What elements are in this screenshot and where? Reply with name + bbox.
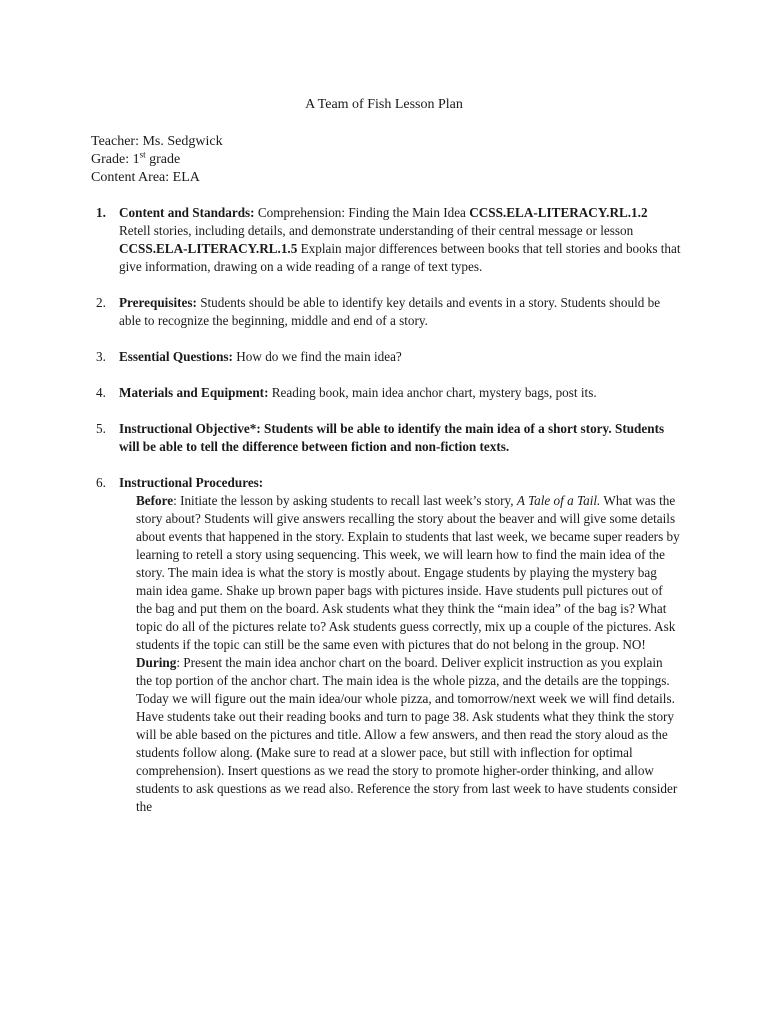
during-text: Make sure to read at a slower pace, but still with inflection for optimal comprehension). Insert questions as we read the story to promote higher-order thinking, and allow students to ask questions as we read also. Reference the story from last week to have students consider the [136,745,678,814]
before-label: Before [136,493,174,508]
before-text: : Initiate the lesson by asking students to recall last week’s story, [173,493,517,508]
grade-label: Grade: [91,152,133,167]
section-heading: Instructional Objective*: [119,421,261,436]
document-title: A Team of Fish Lesson Plan [305,97,463,112]
during-paren: ( [256,745,261,760]
section-text: Students should be able to identify key details and events in a story. Students should be able to recognize the beginning, middle and end of a story. [119,295,661,328]
section-text: Students will be able to identify the main idea of a short story. Students will be able to tell the difference between fiction and non-fiction texts. [119,421,665,454]
during-text: : Present the main idea anchor chart on the board. Deliver explicit instruction as you explain the top portion of the anchor chart. The main idea is the whole pizza, and the details are the toppings. Today we will figure out the main idea/our whole pizza, and tomorrow/next week we will find details. Have students take out their reading books and turn to page 38. Ask students what they think the story will be able based on the pictures and title. Allow a few answers, and then read the story aloud as the students follow along. [136,655,675,760]
standard-code: CCSS.ELA-LITERACY.RL.1.2 [469,205,648,220]
section-heading: Instructional Procedures: [119,475,264,490]
section-number: 6. [96,475,106,490]
section-text: Reading book, main idea anchor chart, mystery bags, post its. [268,385,597,400]
section-number: 2. [96,295,106,310]
section-number: 3. [96,349,106,364]
procedures-body [119,492,681,816]
section-number: 5. [96,421,106,436]
section-number: 1. [96,205,106,220]
section-number: 4. [96,385,106,400]
lesson-sections [91,204,681,834]
teacher-name: Ms. Sedgwick [142,134,223,149]
grade-number: 1 [132,152,140,167]
section-essential-questions [91,348,681,366]
section-text: How do we find the main idea? [232,349,402,364]
content-area-label: Content Area: [91,170,173,185]
section-procedures [91,474,681,816]
content-area-line [91,169,223,187]
section-heading: Prerequisites: [119,295,197,310]
section-text: Comprehension: Finding the Main Idea [254,205,470,220]
section-objective [91,420,681,456]
section-text: Retell stories, including details, and demonstrate understanding of their central message or lesson [119,223,634,238]
section-heading: Materials and Equipment: [119,385,269,400]
teacher-line [91,133,223,151]
section-prerequisites [91,294,681,330]
section-text: Explain major differences between books that tell stories and books that give information, drawing on a wide reading of a range of text types. [119,241,681,274]
section-content-standards [91,204,681,276]
section-heading: Content and Standards: [119,205,255,220]
lesson-meta [91,133,223,187]
grade-line [91,151,223,169]
teacher-label: Teacher: [91,134,143,149]
section-heading: Essential Questions: [119,349,233,364]
grade-superscript: st [139,149,146,160]
standard-code: CCSS.ELA-LITERACY.RL.1.5 [119,241,298,256]
section-materials [91,384,681,402]
grade-suffix: grade [145,152,181,167]
before-text: What was the story about? Students will give answers recalling the story about the beaver and will give some details about events that happened in the story. Explain to students that last week, we became super readers by learning to retell a story using sequencing. This week, we will learn how to find the main idea of the story. The main idea is what the story is mostly about. Engage students by playing the mystery bag main idea game. Shake up brown paper bags with pictures inside. Have students pull pictures out of the bag and put them on the board. Ask students what they think the “main idea” of the bag is? What topic do all of the pictures relate to? Ask students guess correctly, mix up a couple of the pictures. Ask students if the topic can still be the same even with pictures that do not belong in the group. NO! [136,493,680,652]
during-label: During [136,655,177,670]
book-title: A Tale of a Tail. [516,493,601,508]
content-area-value: ELA [172,170,200,185]
